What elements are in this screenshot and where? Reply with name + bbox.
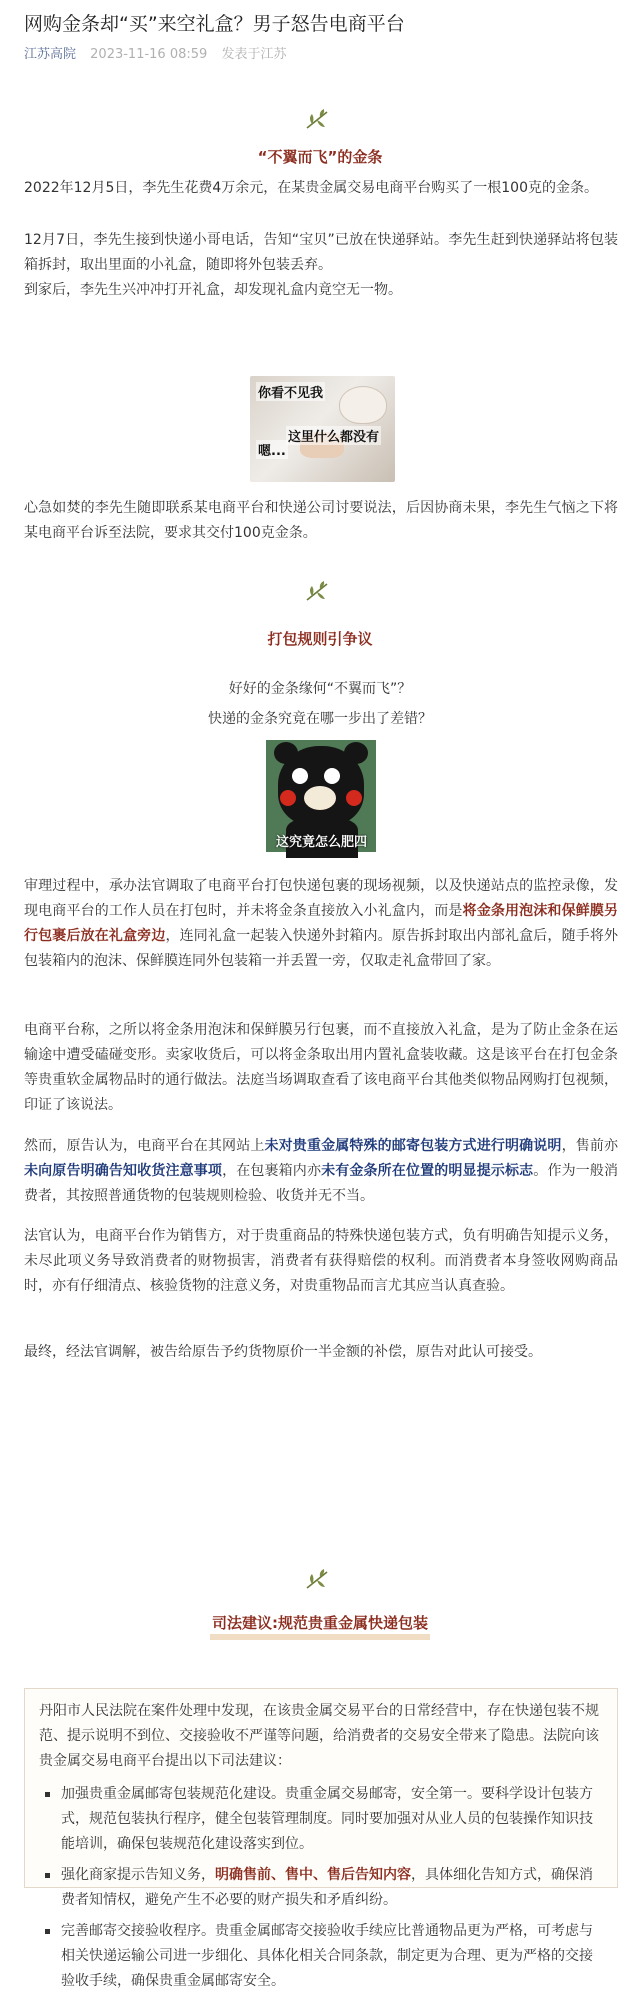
advice-list: [39, 1782, 605, 1994]
list-item: 加强贵重金属邮寄包装规范化建设。贵重金属交易邮寄，安全第一。要科学设计包装方式，规范包装执行程序，健全包装管理制度。同时要加强对从业人员的包装操作知识技能培训，确保包装规范化建设落实到位。: [39, 1782, 605, 1857]
advice-box: [24, 1688, 618, 1989]
source-link[interactable]: 江苏高院: [24, 47, 77, 62]
section-heading-missing-gold: “不翼而飞”的金条: [257, 148, 383, 166]
paragraph: 电商平台称，之所以将金条用泡沫和保鲜膜另行包裹，而不直接放入礼盒，是为了防止金条在运输途中遭受磕碰变形。卖家收货后，可以将金条取出用内置礼盒装收藏。这是该平台在打包金条等贵重软金属物品时的通行做法。法庭当场调取查看了该电商平台其他类似物品网购打包视频，印证了该说法。: [24, 1022, 618, 1113]
article-meta: [24, 46, 286, 64]
highlight-text: 明确售前、售中、售后告知内容: [215, 1867, 411, 1883]
paragraph: 2022年12月5日，李先生花费4万余元，在某贵金属交易电商平台购买了一根100克的金条。: [24, 180, 598, 196]
question-line: 好好的金条缘何“不翼而飞”？: [228, 681, 412, 697]
meme-caption: 这里什么都没有: [286, 426, 381, 445]
paragraph: 12月7日，李先生接到快递小哥电话，告知“宝贝”已放在快递驿站。李先生赶到快递驿站将包装箱拆封，取出里面的小礼盒，随即将外包装丢弃。: [24, 232, 618, 273]
paragraph: 到家后，李先生兴冲冲打开礼盒，却发现礼盒内竟空无一物。: [24, 282, 402, 298]
meme-image-bear: [266, 740, 376, 852]
leaf-icon: [303, 1568, 331, 1592]
advice-intro: 丹阳市人民法院在案件处理中发现，在该贵金属交易平台的日常经营中，存在快递包装不规范、提示说明不到位、交接验收不严谨等问题，给消费者的交易安全带来了隐患。法院向该贵金属交易电商平台提出以下司法建议：: [39, 1703, 599, 1769]
highlight-text: 未对贵重金属特殊的邮寄包装方式进行明确说明: [264, 1138, 562, 1154]
article-title: 网购金条却“买”来空礼盒？男子怒告电商平台: [24, 13, 405, 35]
meme-caption: 你看不见我: [256, 382, 325, 401]
paragraph: 审理过程中，承办法官调取了电商平台打包快递包裹的现场视频，以及快递站点的监控录像，发现电商平台的工作人员在打包时，并未将金条直接放入小礼盒内，而是将金条用泡沫和保鲜膜另行包裹后放在礼盒旁边，连同礼盒一起装入快递外封箱内。原告拆封取出内部礼盒后，随手将外包装箱内的泡沫、保鲜膜连同外包装箱一并丢置一旁，仅取走礼盒带回了家。: [24, 878, 619, 969]
highlight-text: 未向原告明确告知收货注意事项: [24, 1163, 223, 1179]
paragraph: 然而，原告认为，电商平台在其网站上未对贵重金属特殊的邮寄包装方式进行明确说明，售前亦未向原告明确告知收货注意事项，在包裹箱内亦未有金条所在位置的明显提示标志。作为一般消费者，其按照普通货物的包装规则检验、收货并无不当。: [24, 1138, 619, 1204]
section-heading-packing-dispute: 打包规则引争议: [267, 630, 373, 648]
highlight-text: 未有金条所在位置的明显提示标志: [321, 1163, 534, 1179]
leaf-icon: [303, 580, 331, 604]
question-line: 快递的金条究竟在哪一步出了差错？: [208, 711, 432, 727]
paragraph: 最终，经法官调解，被告给原告予约货物原价一半金额的补偿，原告对此认可接受。: [24, 1344, 542, 1360]
paragraph: 心急如焚的李先生随即联系某电商平台和快递公司讨要说法，后因协商未果，李先生气恼之下将某电商平台诉至法院，要求其交付100克金条。: [24, 500, 618, 541]
list-item: 完善邮寄交接验收程序。贵重金属邮寄交接验收手续应比普通物品更为严格，可考虑与相关快递运输公司进一步细化、具体化相关合同条款，制定更为合理、更为严格的交接验收手续，确保贵重金属邮寄安全。: [39, 1919, 605, 1994]
meme-caption: 嗯...: [256, 440, 288, 459]
list-item: 强化商家提示告知义务，明确售前、售中、售后告知内容，具体细化告知方式，确保消费者知情权，避免产生不必要的财产损失和矛盾纠纷。: [39, 1863, 605, 1913]
paragraph: 法官认为，电商平台作为销售方，对于贵重商品的特殊快递包装方式，负有明确告知提示义务，未尽此项义务导致消费者的财物损害，消费者有获得赔偿的权利。而消费者本身签收网购商品时，亦有仔细清点、核验货物的注意义务，对贵重物品而言尤其应当认真查验。: [24, 1228, 618, 1294]
section-heading-judicial-advice: 司法建议:规范贵重金属快递包装: [0, 1612, 640, 1640]
meme-caption: 这究竟怎么肥四: [276, 835, 368, 850]
meme-image-cat: [250, 376, 395, 482]
cat-figure: [339, 386, 387, 424]
leaf-icon: [303, 108, 331, 132]
highlight-text: 将金条用泡沫和保鲜膜另行包裹后放在礼盒旁边: [24, 903, 619, 944]
publish-location: 发表于江苏: [221, 47, 287, 62]
publish-date: 2023-11-16 08:59: [90, 47, 208, 62]
